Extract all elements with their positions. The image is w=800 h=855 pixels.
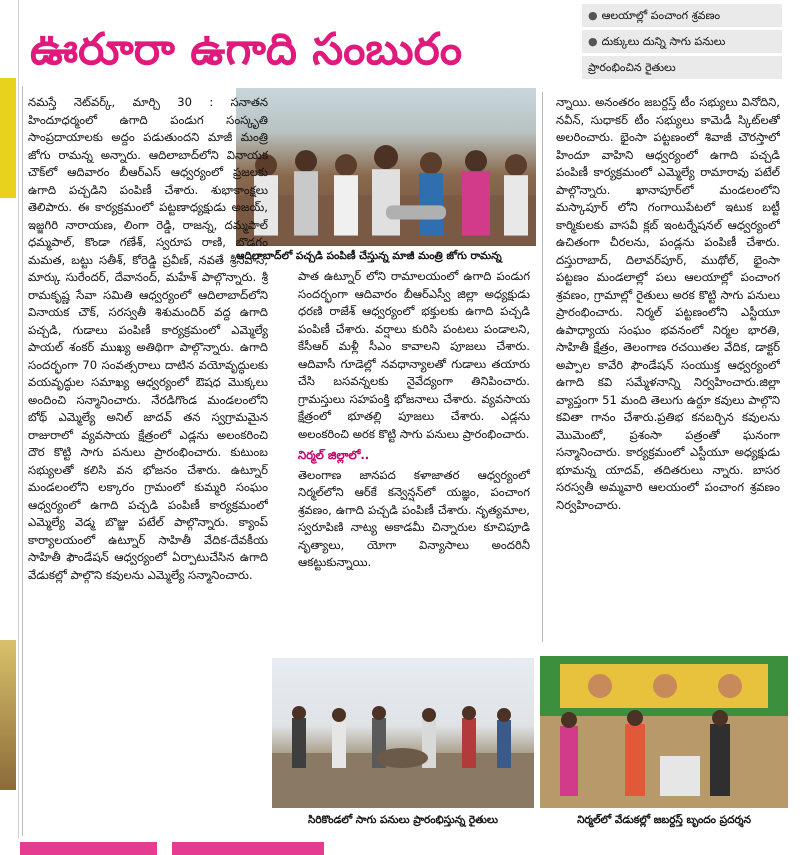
article-column-1 xyxy=(28,94,268,834)
nirmal-subhead: నిర్మల్‌ జిల్లాలో.. xyxy=(298,448,370,462)
summary-line-2 xyxy=(582,30,782,53)
bottom-headline-strip xyxy=(20,842,780,855)
summary-text-3: ప్రారంభించిన రైతులు xyxy=(588,61,676,74)
column-divider-left xyxy=(22,86,23,836)
column-2-text-b: తెలంగాణ జానపద కళాజాతర ఆధ్వర్యంలో నిర్మల్‌లోని ఆర్‌కే కన్వెన్షన్‌లో యజ్ఞం, పంచాంగ శ్రవణం, ఉగాది పచ్చడి పంపిణీ చేశారు. నృత్యమాల, స్వరూపిణి నాట్య అకాడమీ చిన్నారుల కూచిపూడి నృత్యాలు, యోగా విన్యాసాలు అందరినీ ఆకట్టుకున్నాయి. xyxy=(298,467,530,569)
column-1-text: నమస్తే నెట్‌వర్క్‌, మార్చి 30 : సనాతన హిందూధర్మంలో ఉగాది పండుగ సంస్కృతి సాంప్రదాయాలకు అద్దం పడుతుందని మాజీ మంత్రి జోగు రామన్న అన్నారు. ఆదిలాబాద్‌లోని వినాయక చౌక్‌లో ఆదివారం బీఆర్‌ఎస్‌ ఆధ్వర్యంలో ప్రజలకు ఉగాది పచ్చడిని పంపిణీ చేశారు. శుభాకాంక్షలు తెలిపారు. ఈ కార్యక్రమంలో పట్టణాధ్యక్షుడు అజయ్‌, ఇజ్జగిరి నారాయణ, లింగా రెడ్డి, రాజన్న, దమ్మపాల్‌ ధమ్మపాల్‌, కొండా గణేశ్‌, స్వరూప రాణి, బొడగం మమత, బట్టు సతీశ్‌, కోరెడ్డి ప్రవీణ్‌, నవతే శ్రీనివాస్‌, మార్కు సురేందర్‌, దేవానంద్‌, మహేశ్‌ పాల్గొన్నారు. శ్రీ రామకృష్ణ సేవా సమితి ఆధ్వర్యంలో ఆదిలాబాద్‌లోని వినాయక చౌక్‌, సరస్వతీ శిశుమందిర్‌ వద్ద ఉగాది పచ్చడి, గుడాలు పంపిణీ కార్యక్రమంలో ఎమ్మెల్యే పాయల్‌ శంకర్‌ ముఖ్య అతిథిగా పాల్గొన్నారు. ఉగాది సందర్భంగా 70 సంవత్సరాలు దాటిన వయోవృద్ధులకు వయవృద్ధుల సమాఖ్య ఆధ్వర్యంలో ఔషధ మొక్కలు అందించి సన్మానించారు. నేరడిగొండ మండలంలోని బోథ్‌ ఎమ్మెల్యే అనిల్‌ జాదవ్‌ తన స్వగ్రామమైన రాజురాలో వ్యవసాయ క్షేత్రంలో ఎడ్లను అలంకరించి దౌర కొట్టి సాగు పనులు ప్రారంభించారు. కుటుంబ సభ్యులతో కలిసి వన భోజనం చేశారు. ఉట్నూర్‌ మండలంలోని లక్కారం గ్రామంలో కుమ్మరి సంఘం ఆధ్వర్యంలో ఉగాది పచ్చడి పంపిణీ కార్యక్రమంలో ఎమ్మెల్యే వెడ్మ బొజ్జు పటేల్‌ పాల్గొన్నారు. క్యాంప్‌ కార్యాలయంలో ఉట్నూర్‌ సాహితీ వేదిక-దేవకీయ సాహితీ ఫౌండేషన్‌ ఆధ్వర్యంలో ఏర్పాటుచేసిన ఉగాది వేడుకల్లో పాల్గొని కవులను ఎమ్మెల్యే సన్మానించారు. xyxy=(28,95,268,582)
column-divider-right xyxy=(542,92,543,642)
bottom-band xyxy=(0,838,800,855)
farmers-photo-caption: సిరికొండలో సాగు పనులు ప్రారంభిస్తున్న రైతులు xyxy=(308,814,498,826)
headline: ఊరూరా ఉగాది సంబురం xyxy=(30,24,463,75)
summary-text-1: ఆలయాల్లో పంచాంగ శ్రవణం xyxy=(601,9,721,22)
main-photo xyxy=(236,88,536,246)
adjacent-column-strip xyxy=(0,0,19,855)
column-2-text-a: పాత ఉట్నూర్‌ లోని రామాలయంలో ఉగాది పండుగ సందర్భంగా ఆదివారం బీఆర్‌ఎస్వీ జిల్లా అధ్యక్షుడు ధరణి రాజేశ్‌ ఆధ్వర్యంలో భక్తులకు ఉగాది పచ్చడి పంపిణీ చేశారు. వర్షాలు కురిసి పంటలు పండాలని, కేసీఆర్‌ మళ్లీ సీఎం కావాలని పూజలు చేశారు. ఆదివాసీ గూడెల్లో నవధాన్యాలతో గుడాలు తయారు చేసి బసవన్నలకు నైవేద్యంగా తినిపించారు. గ్రామస్తులు సహపంక్తి భోజనాలు చేశారు. వ్యవసాయ క్షేత్రంలో భూతల్లి పూజలు చేశారు. ఎడ్లను అలంకరించి అరక కొట్టి సాగు పనులు ప్రారంభించారు. xyxy=(298,269,530,441)
column-3-text: న్నాయి. అనంతరం జబర్దస్త్‌ టీం సభ్యులు వినోదిని, నవీన్‌, సుధాకర్‌ టీం సభ్యులు కామెడీ స్కిట్‌లతో అలరించారు. భైంసా పట్టణంలో శివాజీ చౌరస్తాలో హిందూ వాహిని ఆధ్వర్యంలో ఉగాది పచ్చడి పంపిణీ కార్యక్రమంలో ఎమ్మెల్యే రామారావు పటేల్‌ పాల్గొన్నారు. ఖానాపూర్‌లో మండలంలోని మస్కాపూర్‌ లోని గంగాయిపేటలో ఇటుక బట్టీ కార్మికులకు వాసవీ క్లబ్‌ ఇంటర్నేషనల్‌ ఆధ్వర్యంలో ఉచితంగా చీరలను, పండ్లను పంపిణీ చేశారు. దస్తురాబాద్‌, దిలావర్‌పూర్‌, ముథోల్‌, భైంసా పట్టణం మండలాల్లో పలు ఆలయాల్లో పంచాంగ శ్రవణం, గ్రామాల్లో రైతులు అరక కొట్టి సాగు పనులు ప్రారంభించారు. నిర్మల్‌ పట్టణంలోని ఎస్టీయూ ఉపాధ్యాయ సంఘం భవనంలో నిర్మల భారతి, సాహితీ క్షేత్రం, తెలంగాణ రచయితల వేదిక, డాక్టర్‌ అప్పాల కావేరి ఫౌండేషన్‌ సంయుక్త ఆధ్వర్యంలో ఉగాది కవి సమ్మేళనాన్ని నిర్వహించారు.జిల్లా వ్యాప్తంగా 51 మంది తెలుగు ఉర్దూ కవులు పాల్గొని కవితా గానం చేశారు.ప్రతిభ కనబర్చిన కవులను మొమెంటో, ప్రశంసా పత్రంతో ఘనంగా సన్మానించారు. కార్యక్రమంలో ఎస్టీయూ అధ్యక్షుడు భూమన్న యాదవ్‌, తదితరులు న్నారు. బాసర సరస్వతీ అమ్మవారి ఆలయంలో పంచాంగ శ్రవణం నిర్వహించారు. xyxy=(556,95,780,512)
stage-illustration xyxy=(540,656,788,808)
summary-box xyxy=(582,4,782,84)
jabardasth-photo-caption: నిర్మల్‌లో వేడుకల్లో జబర్దస్త్‌ బృందం ప్రదర్శన xyxy=(577,814,751,826)
crowd-illustration xyxy=(236,135,536,246)
bullet-icon: ● xyxy=(588,35,598,48)
farmers-illustration xyxy=(272,658,534,808)
article-column-2 xyxy=(298,268,530,638)
adjacent-photo xyxy=(0,640,16,790)
adjacent-yellow-block xyxy=(0,78,16,198)
summary-line-3 xyxy=(582,56,782,79)
jabardasth-photo xyxy=(540,656,788,808)
farmers-photo xyxy=(272,658,534,808)
main-photo-caption: ఆదిలాబాద్‌లో పచ్చడి పంపిణీ చేస్తున్న మాజీ మంత్రి జోగు రామన్న xyxy=(236,246,542,266)
article-column-3 xyxy=(556,94,780,644)
summary-line-1 xyxy=(582,4,782,27)
bullet-icon: ● xyxy=(588,9,598,22)
summary-text-2: దుక్కులు దున్ని సాగు పనులు xyxy=(601,35,726,48)
